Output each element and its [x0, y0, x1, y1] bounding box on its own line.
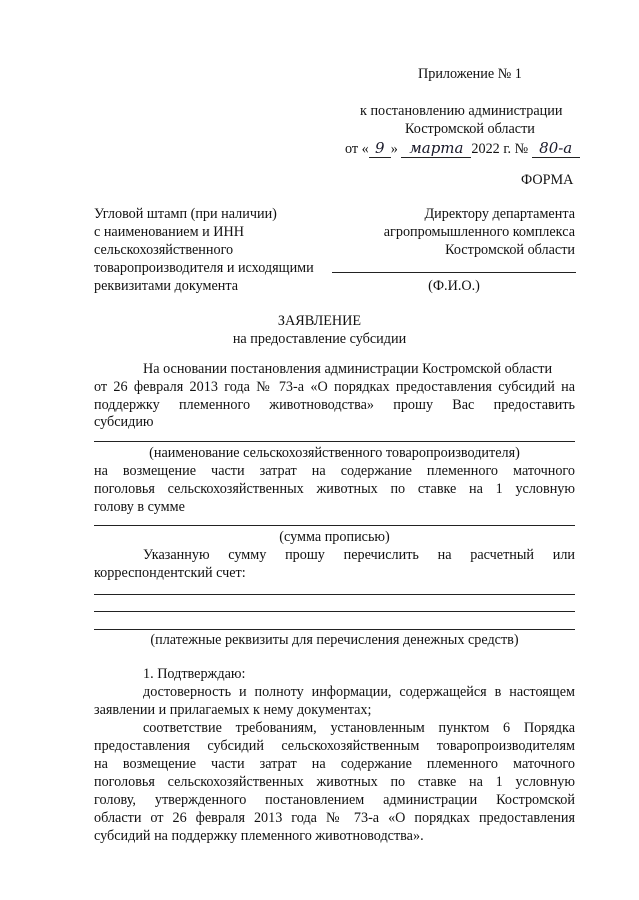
- body-line: достоверность и полноту информации, содержащейся в настоящем: [143, 684, 575, 700]
- confirm-heading: 1. Подтверждаю:: [143, 666, 246, 682]
- body-line: Указанную сумму прошу перечислить на расчетный или: [143, 547, 575, 563]
- stamp-line: Угловой штамп (при наличии): [94, 206, 277, 222]
- addressee-fio-line: [332, 272, 576, 273]
- body-line: субсидию: [94, 414, 154, 430]
- body-line: на возмещение части затрат на содержание племенного маточного: [94, 756, 575, 772]
- body-line: голову в сумме: [94, 499, 185, 515]
- body-line: области от 26 февраля 2013 года № 73-а «О порядках предоставления: [94, 810, 575, 826]
- resolution-date: [345, 139, 580, 158]
- account-line: [94, 611, 575, 612]
- document-title: ЗАЯВЛЕНИЕ: [277, 313, 362, 329]
- appendix-label: Приложение № 1: [418, 66, 522, 82]
- form-label: ФОРМА: [521, 172, 574, 188]
- fio-caption: (Ф.И.О.): [428, 278, 480, 294]
- stamp-line: сельскохозяйственного: [94, 242, 234, 258]
- stamp-line: с наименованием и ИНН: [94, 224, 244, 240]
- body-line: поддержку племенного животноводства» прошу Вас предоставить: [94, 397, 575, 413]
- document-subtitle: на предоставление субсидии: [232, 331, 407, 347]
- body-line: предоставления субсидий сельскохозяйственным товаропроизводителям: [94, 738, 575, 754]
- account-line: [94, 629, 575, 630]
- resolution-label: к постановлению администрации: [360, 103, 563, 119]
- sum-caption: (сумма прописью): [279, 529, 390, 545]
- sum-line: [94, 525, 575, 526]
- addressee-line: агропромышленного комплекса: [383, 224, 575, 240]
- date-number: 80-а: [532, 139, 580, 158]
- body-line: заявлении и прилагаемых к нему документах;: [94, 702, 372, 718]
- body-line: поголовья сельскохозяйственных животных по ставке на 1 условную: [94, 774, 575, 790]
- addressee-line: Костромской области: [445, 242, 575, 258]
- body-line: корреспондентский счет:: [94, 565, 246, 581]
- addressee-line: Директору департамента: [424, 206, 575, 222]
- date-month: марта: [401, 139, 471, 158]
- payment-caption: (платежные реквизиты для перечисления денежных средств): [150, 632, 519, 648]
- region-label: Костромской области: [405, 121, 535, 137]
- account-line: [94, 594, 575, 595]
- body-line: соответствие требованиям, установленным пунктом 6 Порядка: [143, 720, 575, 736]
- producer-name-line: [94, 441, 575, 442]
- date-day: 9: [369, 139, 391, 158]
- body-line: субсидий на поддержку племенного животноводства».: [94, 828, 424, 844]
- date-prefix: от «: [345, 141, 369, 157]
- body-line: На основании постановления администрации Костромской области: [143, 361, 553, 377]
- stamp-line: товаропроизводителя и исходящими: [94, 260, 314, 276]
- producer-caption: (наименование сельскохозяйственного товаропроизводителя): [149, 445, 520, 461]
- body-line: от 26 февраля 2013 года № 73-а «О порядках предоставления субсидий на: [94, 379, 575, 395]
- body-line: голову, утвержденного постановлением администрации Костромской: [94, 792, 575, 808]
- body-line: на возмещение части затрат на содержание племенного маточного: [94, 463, 575, 479]
- date-year: 2022 г. №: [471, 141, 529, 157]
- body-line: поголовья сельскохозяйственных животных по ставке на 1 условную: [94, 481, 575, 497]
- date-mid: »: [390, 141, 398, 157]
- stamp-line: реквизитами документа: [94, 278, 239, 294]
